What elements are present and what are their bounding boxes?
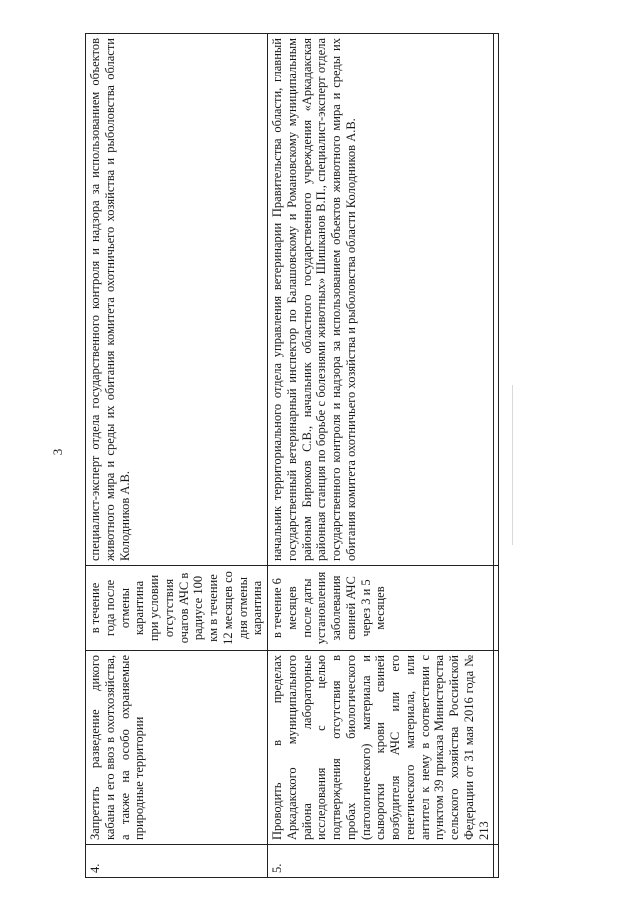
- page-number: 3: [50, 448, 65, 456]
- rotated-table-container: [85, 33, 491, 878]
- row-number: 5.: [268, 845, 494, 878]
- responsible-text: специалист-эксперт отдела государственного контроля и надзора за использованием объектов животного мира и среды их обитания комитета охотничьего хозяйства и рыболовства области Колодников А.В.: [86, 34, 268, 566]
- deadline-text: в течение года после отмены карантина при условии отсутствия очагов АЧС в радиусе 100 км в течение 12 месяцев со дня отмены карантина: [86, 566, 268, 651]
- table-row: [268, 34, 494, 878]
- table-row: [86, 34, 268, 878]
- row-number: 4.: [86, 845, 268, 878]
- measure-text: Проводить в пределах Аркадакского муниципального района лабораторные исследования с целью подтверждения отсутствия в пробах биологического (патологического) материала и сыворотки крови свиней возбудителя АЧС или его генетического материала, или антител к нему в соответствии с пунктом 39 приказа Министерства сельского хозяйства Российской Федерации от 31 мая 2016 года № 213: [268, 651, 494, 845]
- responsible-text: начальник территориального отдела управления ветеринарии Правительства области, главный государственный ветеринарный инспектор по Балашовскому и Романовскому муниципальным районам Бирюков С.В., начальник областного государственного учреждения «Аркадакская районная станция по борьбе с болезнями животных» Шишканов В.П., специалист-эксперт отдела государственного контроля и надзора за использованием объектов животного мира и среды их обитания комитета охотничьего хозяйства и рыболовства области Колодников А.В.: [268, 34, 494, 566]
- measure-text: Запретить разведение дикого кабана и его ввоз в охотхозяйства, а также на особо охраняемые природные территории: [86, 651, 268, 845]
- measures-table: [85, 33, 499, 878]
- scan-line: [512, 385, 513, 545]
- deadline-text: в течение 6 месяцев после даты установления заболевания свиней АЧС через 3 и 5 месяцев: [268, 566, 494, 651]
- table-row-blank: [494, 34, 499, 878]
